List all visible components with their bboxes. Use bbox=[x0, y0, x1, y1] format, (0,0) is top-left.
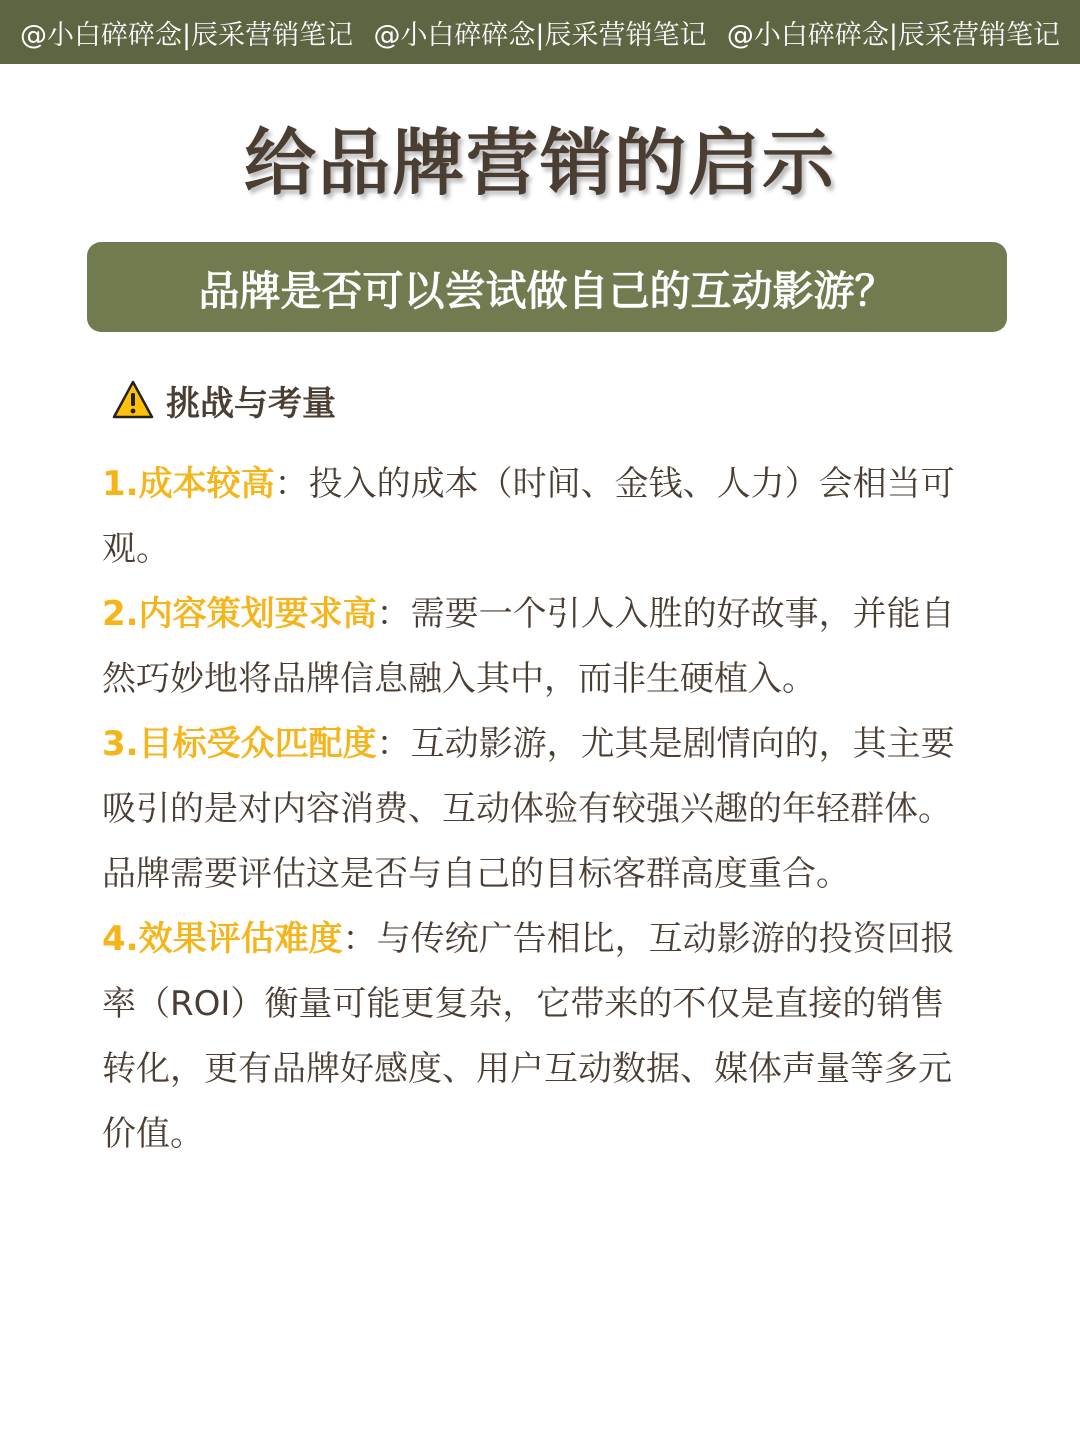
section-heading bbox=[112, 372, 336, 428]
item-text: 需要一个引人入胜的好故事，并能自然巧妙地将品牌信息融入其中，而非生硬植入。 bbox=[102, 594, 955, 699]
item-label: 4.效果评估难度 bbox=[102, 919, 343, 959]
subtitle-banner bbox=[87, 242, 1007, 332]
page-title: 给品牌营销的启示 bbox=[243, 121, 836, 205]
watermark-text: @小白碎碎念|辰采营销笔记 bbox=[373, 19, 707, 51]
warning-icon bbox=[112, 379, 154, 421]
section-label: 挑战与考量 bbox=[166, 383, 336, 424]
watermark-text: @小白碎碎念|辰采营销笔记 bbox=[20, 19, 354, 51]
item-label: 3.目标受众匹配度 bbox=[102, 724, 377, 764]
challenge-list bbox=[102, 452, 972, 1167]
item-separator: ： bbox=[274, 464, 309, 504]
item-text: 与传统广告相比，互动影游的投资回报率（ROI）衡量可能更复杂，它带来的不仅是直接的销售转化，更有品牌好感度、用户互动数据、媒体声量等多元价值。 bbox=[102, 919, 955, 1154]
subtitle-text: 品牌是否可以尝试做自己的互动影游？ bbox=[198, 266, 896, 315]
watermark-banner bbox=[0, 0, 1080, 64]
item-text: 互动影游，尤其是剧情向的，其主要吸引的是对内容消费、互动体验有较强兴趣的年轻群体。品牌需要评估这是否与自己的目标客群高度重合。 bbox=[102, 724, 955, 894]
item-separator: ： bbox=[376, 724, 411, 764]
item-label: 2.内容策划要求高 bbox=[102, 594, 377, 634]
list-item bbox=[102, 907, 972, 1167]
list-item bbox=[102, 582, 972, 712]
item-text: 投入的成本（时间、金钱、人力）会相当可观。 bbox=[102, 464, 955, 569]
watermark-text: @小白碎碎念|辰采营销笔记 bbox=[726, 19, 1060, 51]
item-separator: ： bbox=[342, 919, 377, 959]
list-item bbox=[102, 712, 972, 907]
item-label: 1.成本较高 bbox=[102, 464, 275, 504]
item-separator: ： bbox=[376, 594, 411, 634]
list-item bbox=[102, 452, 972, 582]
